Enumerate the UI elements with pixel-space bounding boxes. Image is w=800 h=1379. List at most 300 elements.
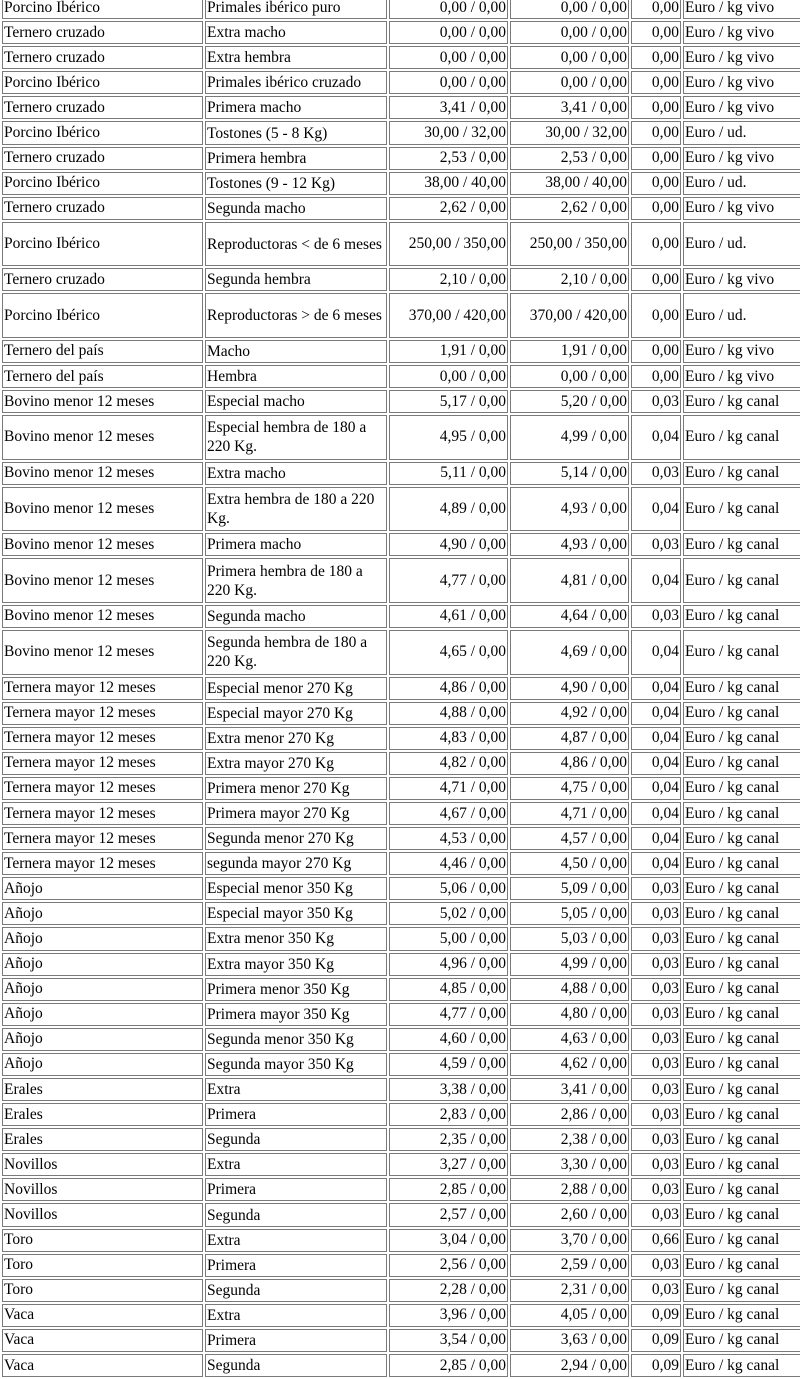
current-price-cell: 30,00 / 32,00 [510,121,629,144]
unit-cell: Euro / kg canal [683,978,800,1001]
type-cell: Segunda menor 350 Kg [205,1028,387,1051]
previous-price-cell: 3,27 / 0,00 [389,1153,508,1176]
unit-cell: Euro / kg canal [683,877,800,900]
type-cell: Especial mayor 270 Kg [205,702,387,725]
category-cell: Toro [2,1254,203,1277]
current-price-cell: 5,20 / 0,00 [510,390,629,413]
previous-price-cell: 5,11 / 0,00 [389,462,508,485]
category-cell: Añojo [2,877,203,900]
difference-cell: 0,00 [631,268,681,291]
current-price-cell: 2,88 / 0,00 [510,1178,629,1201]
category-cell: Añojo [2,1028,203,1051]
type-cell: Primales ibérico puro [205,0,387,19]
current-price-cell: 3,70 / 0,00 [510,1229,629,1252]
current-price-cell: 3,41 / 0,00 [510,96,629,119]
previous-price-cell: 2,62 / 0,00 [389,197,508,220]
type-cell: Segunda [205,1279,387,1302]
table-row [2,172,800,195]
difference-cell: 0,09 [631,1304,681,1327]
category-cell: Porcino Ibérico [2,172,203,195]
type-cell: Primales ibérico cruzado [205,71,387,94]
previous-price-cell: 2,53 / 0,00 [389,147,508,170]
type-cell: Extra [205,1078,387,1101]
unit-cell: Euro / kg canal [683,1304,800,1327]
category-cell: Novillos [2,1178,203,1201]
category-cell: Añojo [2,927,203,950]
type-cell: Segunda hembra de 180 a 220 Kg. [205,630,387,675]
current-price-cell: 4,92 / 0,00 [510,702,629,725]
type-cell: Extra [205,1153,387,1176]
previous-price-cell: 2,56 / 0,00 [389,1254,508,1277]
table-row [2,902,800,925]
current-price-cell: 5,09 / 0,00 [510,877,629,900]
previous-price-cell: 5,17 / 0,00 [389,390,508,413]
unit-cell: Euro / kg vivo [683,0,800,19]
difference-cell: 0,00 [631,46,681,69]
category-cell: Porcino Ibérico [2,293,203,338]
unit-cell: Euro / kg canal [683,702,800,725]
previous-price-cell: 4,85 / 0,00 [389,978,508,1001]
table-row [2,340,800,363]
previous-price-cell: 4,83 / 0,00 [389,727,508,750]
current-price-cell: 4,57 / 0,00 [510,827,629,850]
type-cell: Hembra [205,365,387,388]
category-cell: Erales [2,1128,203,1151]
category-cell: Bovino menor 12 meses [2,487,203,532]
difference-cell: 0,03 [631,1279,681,1302]
category-cell: Añojo [2,1003,203,1026]
type-cell: Segunda [205,1354,387,1377]
unit-cell: Euro / kg canal [683,1203,800,1226]
previous-price-cell: 2,10 / 0,00 [389,268,508,291]
type-cell: Extra menor 270 Kg [205,727,387,750]
previous-price-cell: 4,90 / 0,00 [389,533,508,556]
table-row [2,1003,800,1026]
unit-cell: Euro / kg canal [683,415,800,460]
previous-price-cell: 0,00 / 0,00 [389,71,508,94]
difference-cell: 0,04 [631,802,681,825]
current-price-cell: 0,00 / 0,00 [510,365,629,388]
type-cell: Primera hembra [205,147,387,170]
category-cell: Bovino menor 12 meses [2,533,203,556]
difference-cell: 0,04 [631,852,681,875]
category-cell: Novillos [2,1203,203,1226]
previous-price-cell: 4,86 / 0,00 [389,677,508,700]
current-price-cell: 0,00 / 0,00 [510,46,629,69]
current-price-cell: 4,80 / 0,00 [510,1003,629,1026]
unit-cell: Euro / kg canal [683,390,800,413]
difference-cell: 0,04 [631,558,681,603]
difference-cell: 0,03 [631,1178,681,1201]
previous-price-cell: 4,96 / 0,00 [389,953,508,976]
table-row [2,1229,800,1252]
category-cell: Ternero cruzado [2,147,203,170]
difference-cell: 0,09 [631,1329,681,1352]
current-price-cell: 4,93 / 0,00 [510,533,629,556]
category-cell: Añojo [2,953,203,976]
category-cell: Ternera mayor 12 meses [2,752,203,775]
difference-cell: 0,00 [631,71,681,94]
table-row [2,752,800,775]
previous-price-cell: 250,00 / 350,00 [389,222,508,267]
previous-price-cell: 2,85 / 0,00 [389,1354,508,1377]
category-cell: Bovino menor 12 meses [2,390,203,413]
current-price-cell: 3,41 / 0,00 [510,1078,629,1101]
unit-cell: Euro / kg canal [683,1153,800,1176]
category-cell: Erales [2,1078,203,1101]
previous-price-cell: 3,54 / 0,00 [389,1329,508,1352]
type-cell: Especial macho [205,390,387,413]
unit-cell: Euro / kg canal [683,462,800,485]
type-cell: Segunda hembra [205,268,387,291]
difference-cell: 0,03 [631,462,681,485]
table-row [2,558,800,603]
type-cell: Primera menor 270 Kg [205,777,387,800]
previous-price-cell: 4,46 / 0,00 [389,852,508,875]
category-cell: Bovino menor 12 meses [2,630,203,675]
table-row [2,415,800,460]
difference-cell: 0,04 [631,702,681,725]
difference-cell: 0,04 [631,677,681,700]
previous-price-cell: 4,82 / 0,00 [389,752,508,775]
unit-cell: Euro / kg canal [683,1329,800,1352]
previous-price-cell: 4,77 / 0,00 [389,1003,508,1026]
table-row [2,727,800,750]
current-price-cell: 4,75 / 0,00 [510,777,629,800]
difference-cell: 0,03 [631,1078,681,1101]
difference-cell: 0,04 [631,630,681,675]
type-cell: Extra macho [205,21,387,44]
current-price-cell: 2,10 / 0,00 [510,268,629,291]
current-price-cell: 2,94 / 0,00 [510,1354,629,1377]
type-cell: Especial menor 270 Kg [205,677,387,700]
current-price-cell: 3,30 / 0,00 [510,1153,629,1176]
unit-cell: Euro / kg canal [683,1028,800,1051]
category-cell: Ternera mayor 12 meses [2,702,203,725]
previous-price-cell: 0,00 / 0,00 [389,0,508,19]
previous-price-cell: 38,00 / 40,00 [389,172,508,195]
table-row [2,1329,800,1352]
type-cell: Extra [205,1229,387,1252]
difference-cell: 0,00 [631,340,681,363]
previous-price-cell: 0,00 / 0,00 [389,365,508,388]
table-row [2,268,800,291]
table-row [2,702,800,725]
difference-cell: 0,04 [631,415,681,460]
current-price-cell: 4,99 / 0,00 [510,415,629,460]
type-cell: Especial hembra de 180 a 220 Kg. [205,415,387,460]
type-cell: Extra mayor 350 Kg [205,953,387,976]
difference-cell: 0,04 [631,487,681,532]
category-cell: Porcino Ibérico [2,71,203,94]
current-price-cell: 4,69 / 0,00 [510,630,629,675]
previous-price-cell: 4,65 / 0,00 [389,630,508,675]
table-row [2,222,800,267]
table-row [2,802,800,825]
table-row [2,147,800,170]
table-row [2,390,800,413]
previous-price-cell: 4,71 / 0,00 [389,777,508,800]
current-price-cell: 2,60 / 0,00 [510,1203,629,1226]
current-price-cell: 2,53 / 0,00 [510,147,629,170]
unit-cell: Euro / kg canal [683,605,800,628]
category-cell: Añojo [2,978,203,1001]
difference-cell: 0,00 [631,172,681,195]
unit-cell: Euro / kg vivo [683,268,800,291]
category-cell: Ternero cruzado [2,96,203,119]
difference-cell: 0,04 [631,727,681,750]
difference-cell: 0,03 [631,1003,681,1026]
category-cell: Bovino menor 12 meses [2,605,203,628]
difference-cell: 0,03 [631,1053,681,1076]
difference-cell: 0,04 [631,827,681,850]
previous-price-cell: 3,41 / 0,00 [389,96,508,119]
unit-cell: Euro / kg canal [683,802,800,825]
previous-price-cell: 2,28 / 0,00 [389,1279,508,1302]
previous-price-cell: 4,88 / 0,00 [389,702,508,725]
current-price-cell: 4,62 / 0,00 [510,1053,629,1076]
current-price-cell: 2,38 / 0,00 [510,1128,629,1151]
type-cell: Extra hembra de 180 a 220 Kg. [205,487,387,532]
difference-cell: 0,03 [631,953,681,976]
table-row [2,1178,800,1201]
previous-price-cell: 0,00 / 0,00 [389,46,508,69]
table-row [2,46,800,69]
current-price-cell: 4,90 / 0,00 [510,677,629,700]
unit-cell: Euro / kg canal [683,630,800,675]
table-row [2,1078,800,1101]
table-row [2,1153,800,1176]
previous-price-cell: 4,59 / 0,00 [389,1053,508,1076]
difference-cell: 0,03 [631,390,681,413]
unit-cell: Euro / kg canal [683,677,800,700]
unit-cell: Euro / kg canal [683,852,800,875]
previous-price-cell: 5,00 / 0,00 [389,927,508,950]
table-row [2,953,800,976]
current-price-cell: 4,64 / 0,00 [510,605,629,628]
category-cell: Ternero cruzado [2,197,203,220]
current-price-cell: 4,81 / 0,00 [510,558,629,603]
unit-cell: Euro / kg canal [683,827,800,850]
current-price-cell: 370,00 / 420,00 [510,293,629,338]
current-price-cell: 4,63 / 0,00 [510,1028,629,1051]
table-row [2,1279,800,1302]
unit-cell: Euro / kg canal [683,727,800,750]
category-cell: Ternero cruzado [2,268,203,291]
current-price-cell: 4,99 / 0,00 [510,953,629,976]
table-row [2,677,800,700]
previous-price-cell: 4,67 / 0,00 [389,802,508,825]
category-cell: Vaca [2,1304,203,1327]
difference-cell: 0,09 [631,1354,681,1377]
category-cell: Añojo [2,1053,203,1076]
difference-cell: 0,00 [631,121,681,144]
previous-price-cell: 3,04 / 0,00 [389,1229,508,1252]
table-row [2,1128,800,1151]
current-price-cell: 1,91 / 0,00 [510,340,629,363]
difference-cell: 0,04 [631,752,681,775]
table-row [2,1103,800,1126]
type-cell: Segunda [205,1203,387,1226]
type-cell: Especial mayor 350 Kg [205,902,387,925]
current-price-cell: 0,00 / 0,00 [510,21,629,44]
unit-cell: Euro / kg canal [683,1003,800,1026]
current-price-cell: 4,87 / 0,00 [510,727,629,750]
difference-cell: 0,03 [631,1153,681,1176]
unit-cell: Euro / kg canal [683,1128,800,1151]
current-price-cell: 0,00 / 0,00 [510,71,629,94]
category-cell: Añojo [2,902,203,925]
category-cell: Porcino Ibérico [2,121,203,144]
category-cell: Ternera mayor 12 meses [2,677,203,700]
unit-cell: Euro / kg canal [683,1053,800,1076]
table-row [2,365,800,388]
type-cell: Tostones (9 - 12 Kg) [205,172,387,195]
type-cell: Primera [205,1178,387,1201]
table-row [2,978,800,1001]
category-cell: Erales [2,1103,203,1126]
type-cell: Primera hembra de 180 a 220 Kg. [205,558,387,603]
category-cell: Bovino menor 12 meses [2,558,203,603]
unit-cell: Euro / kg canal [683,927,800,950]
unit-cell: Euro / kg vivo [683,365,800,388]
table-row [2,1203,800,1226]
table-row [2,21,800,44]
current-price-cell: 5,05 / 0,00 [510,902,629,925]
difference-cell: 0,03 [631,927,681,950]
type-cell: Primera menor 350 Kg [205,978,387,1001]
table-row [2,462,800,485]
category-cell: Ternera mayor 12 meses [2,777,203,800]
difference-cell: 0,66 [631,1229,681,1252]
category-cell: Ternera mayor 12 meses [2,727,203,750]
unit-cell: Euro / kg canal [683,1103,800,1126]
previous-price-cell: 3,38 / 0,00 [389,1078,508,1101]
previous-price-cell: 2,57 / 0,00 [389,1203,508,1226]
difference-cell: 0,00 [631,21,681,44]
difference-cell: 0,03 [631,978,681,1001]
previous-price-cell: 1,91 / 0,00 [389,340,508,363]
previous-price-cell: 5,02 / 0,00 [389,902,508,925]
table-row [2,1354,800,1377]
unit-cell: Euro / kg canal [683,533,800,556]
previous-price-cell: 4,53 / 0,00 [389,827,508,850]
current-price-cell: 4,86 / 0,00 [510,752,629,775]
type-cell: Segunda menor 270 Kg [205,827,387,850]
difference-cell: 0,00 [631,222,681,267]
unit-cell: Euro / kg canal [683,1279,800,1302]
type-cell: Segunda [205,1128,387,1151]
unit-cell: Euro / ud. [683,293,800,338]
current-price-cell: 5,03 / 0,00 [510,927,629,950]
previous-price-cell: 4,60 / 0,00 [389,1028,508,1051]
type-cell: Reproductoras > de 6 meses [205,293,387,338]
table-row [2,96,800,119]
previous-price-cell: 2,35 / 0,00 [389,1128,508,1151]
table-row [2,777,800,800]
previous-price-cell: 4,89 / 0,00 [389,487,508,532]
difference-cell: 0,03 [631,1203,681,1226]
previous-price-cell: 0,00 / 0,00 [389,21,508,44]
table-row [2,1053,800,1076]
unit-cell: Euro / kg vivo [683,21,800,44]
category-cell: Vaca [2,1329,203,1352]
current-price-cell: 0,00 / 0,00 [510,0,629,19]
category-cell: Bovino menor 12 meses [2,415,203,460]
difference-cell: 0,03 [631,902,681,925]
unit-cell: Euro / kg canal [683,1254,800,1277]
type-cell: Primera mayor 270 Kg [205,802,387,825]
difference-cell: 0,00 [631,0,681,19]
previous-price-cell: 2,85 / 0,00 [389,1178,508,1201]
category-cell: Toro [2,1279,203,1302]
previous-price-cell: 370,00 / 420,00 [389,293,508,338]
difference-cell: 0,00 [631,147,681,170]
table-row [2,630,800,675]
current-price-cell: 2,62 / 0,00 [510,197,629,220]
table-row [2,877,800,900]
type-cell: Segunda macho [205,605,387,628]
category-cell: Porcino Ibérico [2,0,203,19]
unit-cell: Euro / kg vivo [683,71,800,94]
unit-cell: Euro / kg canal [683,777,800,800]
table-row [2,293,800,338]
type-cell: Primera [205,1254,387,1277]
unit-cell: Euro / kg vivo [683,96,800,119]
category-cell: Vaca [2,1354,203,1377]
current-price-cell: 2,59 / 0,00 [510,1254,629,1277]
current-price-cell: 38,00 / 40,00 [510,172,629,195]
category-cell: Porcino Ibérico [2,222,203,267]
unit-cell: Euro / kg canal [683,1354,800,1377]
table-row [2,121,800,144]
category-cell: Bovino menor 12 meses [2,462,203,485]
unit-cell: Euro / kg canal [683,1178,800,1201]
current-price-cell: 2,86 / 0,00 [510,1103,629,1126]
difference-cell: 0,00 [631,365,681,388]
table-row [2,71,800,94]
unit-cell: Euro / ud. [683,172,800,195]
current-price-cell: 3,63 / 0,00 [510,1329,629,1352]
unit-cell: Euro / kg canal [683,752,800,775]
table-row [2,487,800,532]
table-row [2,0,800,19]
type-cell: Extra macho [205,462,387,485]
unit-cell: Euro / kg canal [683,1229,800,1252]
unit-cell: Euro / kg canal [683,902,800,925]
type-cell: Primera [205,1103,387,1126]
difference-cell: 0,00 [631,293,681,338]
table-row [2,197,800,220]
category-cell: Novillos [2,1153,203,1176]
current-price-cell: 2,31 / 0,00 [510,1279,629,1302]
current-price-cell: 250,00 / 350,00 [510,222,629,267]
current-price-cell: 4,05 / 0,00 [510,1304,629,1327]
table-row [2,1028,800,1051]
type-cell: Extra mayor 270 Kg [205,752,387,775]
difference-cell: 0,00 [631,197,681,220]
price-table-body [2,0,800,1377]
unit-cell: Euro / kg canal [683,558,800,603]
category-cell: Ternero del país [2,365,203,388]
table-row [2,852,800,875]
previous-price-cell: 4,95 / 0,00 [389,415,508,460]
unit-cell: Euro / kg vivo [683,46,800,69]
type-cell: Segunda macho [205,197,387,220]
type-cell: Tostones (5 - 8 Kg) [205,121,387,144]
previous-price-cell: 3,96 / 0,00 [389,1304,508,1327]
type-cell: Segunda mayor 350 Kg [205,1053,387,1076]
